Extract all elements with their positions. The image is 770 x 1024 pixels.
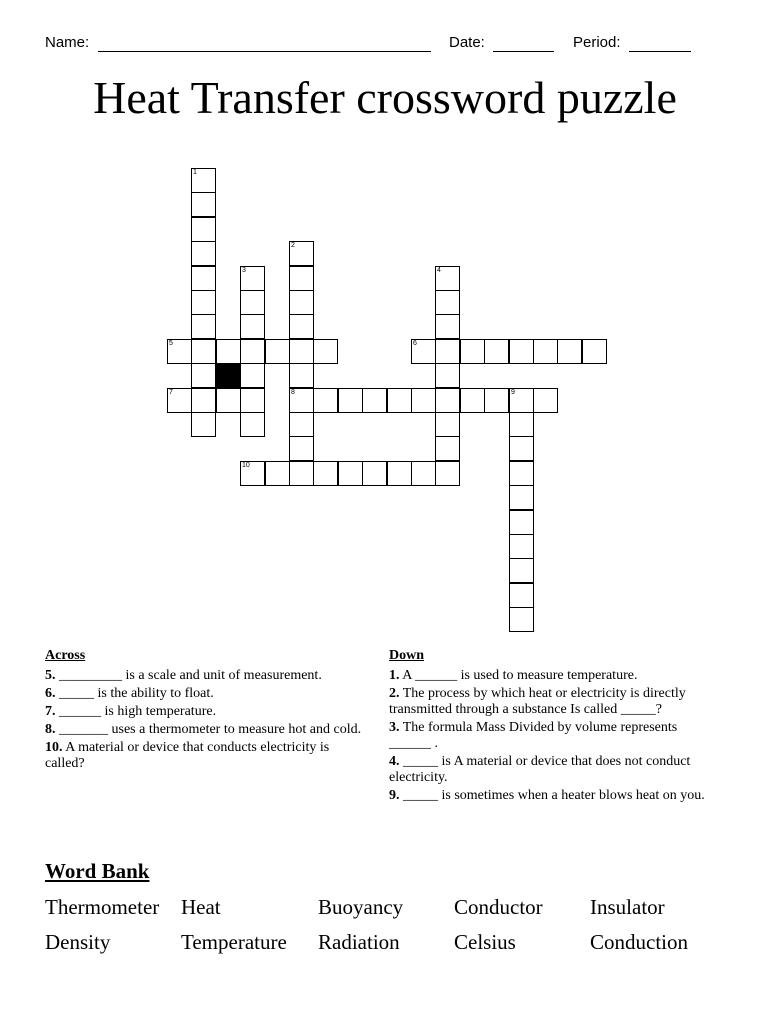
crossword-cell[interactable] xyxy=(313,339,338,364)
crossword-cell[interactable] xyxy=(191,388,216,413)
crossword-cell[interactable] xyxy=(240,339,265,364)
crossword-cell[interactable] xyxy=(509,388,534,413)
crossword-cell[interactable] xyxy=(289,339,314,364)
crossword-cell[interactable] xyxy=(240,290,265,315)
clue-item xyxy=(389,720,719,752)
clue-number: 9 xyxy=(511,389,515,396)
crossword-cell[interactable] xyxy=(435,461,460,486)
crossword-cell[interactable] xyxy=(435,436,460,461)
crossword-cell[interactable] xyxy=(509,510,534,535)
clue-number: 4 xyxy=(437,267,441,274)
crossword-cell[interactable] xyxy=(289,266,314,291)
crossword-cell[interactable] xyxy=(191,314,216,339)
crossword-cell[interactable] xyxy=(191,339,216,364)
clue-item xyxy=(45,704,365,720)
word-bank-word: Temperature xyxy=(181,930,287,954)
clue-number-label: 4. xyxy=(389,754,400,769)
crossword-cell[interactable] xyxy=(240,363,265,388)
crossword-cell[interactable] xyxy=(167,339,192,364)
crossword-cell[interactable] xyxy=(289,314,314,339)
clue-text: The formula Mass Divided by volume represents ______ . xyxy=(389,720,678,751)
clue-number-label: 10. xyxy=(45,740,63,755)
clue-text: A material or device that conducts electricity is called? xyxy=(45,740,330,771)
clue-number-label: 6. xyxy=(45,686,56,701)
crossword-cell[interactable] xyxy=(435,388,460,413)
clue-text: The process by which heat or electricity is directly transmitted through a substance Is called _____? xyxy=(389,686,686,717)
crossword-cell[interactable] xyxy=(289,461,314,486)
clue-text: ______ is high temperature. xyxy=(55,704,217,719)
crossword-cell[interactable] xyxy=(240,412,265,437)
clue-number: 7 xyxy=(169,389,173,396)
crossword-cell[interactable] xyxy=(509,607,534,632)
clue-number-label: 1. xyxy=(389,668,400,683)
crossword-cell[interactable] xyxy=(216,339,241,364)
black-cell xyxy=(216,363,241,388)
crossword-cell[interactable] xyxy=(460,339,485,364)
crossword-cell[interactable] xyxy=(313,461,338,486)
clue-text: _________ is a scale and unit of measurement. xyxy=(55,668,322,683)
crossword-cell[interactable] xyxy=(387,461,412,486)
crossword-cell[interactable] xyxy=(509,339,534,364)
crossword-cell[interactable] xyxy=(509,436,534,461)
crossword-cell[interactable] xyxy=(435,363,460,388)
clue-item xyxy=(389,686,719,718)
clue-number-label: 5. xyxy=(45,668,56,683)
word-bank-word: Thermometer xyxy=(45,895,160,919)
across-clues xyxy=(45,648,365,774)
word-bank-word: Buoyancy xyxy=(318,895,404,919)
clue-item xyxy=(45,686,365,702)
crossword-cell[interactable] xyxy=(533,388,558,413)
crossword-cell[interactable] xyxy=(265,461,290,486)
word-bank-title: Word Bank xyxy=(45,859,150,883)
name-label: Name: xyxy=(45,34,90,51)
down-heading: Down xyxy=(389,648,425,663)
clue-text: A ______ is used to measure temperature. xyxy=(399,668,638,683)
crossword-cell[interactable] xyxy=(191,363,216,388)
page-title: Heat Transfer crossword puzzle xyxy=(93,72,677,123)
crossword-cell[interactable] xyxy=(191,241,216,266)
crossword-cell[interactable] xyxy=(289,436,314,461)
period-label: Period: xyxy=(573,34,621,51)
crossword-cell[interactable] xyxy=(533,339,558,364)
clue-number-label: 9. xyxy=(389,788,400,803)
crossword-cell[interactable] xyxy=(435,266,460,291)
word-bank-word: Celsius xyxy=(454,930,516,954)
crossword-cell[interactable] xyxy=(191,192,216,217)
clue-number: 10 xyxy=(242,462,250,469)
crossword-cell[interactable] xyxy=(484,388,509,413)
crossword-cell[interactable] xyxy=(411,388,436,413)
clue-number-label: 8. xyxy=(45,722,56,737)
crossword-cell[interactable] xyxy=(191,168,216,193)
clue-number-label: 7. xyxy=(45,704,56,719)
crossword-cell[interactable] xyxy=(191,290,216,315)
crossword-cell[interactable] xyxy=(411,461,436,486)
clue-number: 3 xyxy=(242,267,246,274)
crossword-cell[interactable] xyxy=(191,266,216,291)
crossword-cell[interactable] xyxy=(289,290,314,315)
clue-item xyxy=(389,788,719,804)
clue-number-label: 3. xyxy=(389,720,400,735)
clue-item xyxy=(389,754,719,786)
clue-text: _____ is sometimes when a heater blows heat on you. xyxy=(399,788,705,803)
crossword-cell[interactable] xyxy=(484,339,509,364)
crossword-cell[interactable] xyxy=(240,314,265,339)
clue-number: 5 xyxy=(169,340,173,347)
clue-text: _____ is the ability to float. xyxy=(55,686,214,701)
crossword-cell[interactable] xyxy=(289,241,314,266)
clue-text: _______ uses a thermometer to measure hot and cold. xyxy=(55,722,362,737)
crossword-cell[interactable] xyxy=(216,388,241,413)
across-heading: Across xyxy=(45,648,86,663)
crossword-cell[interactable] xyxy=(435,290,460,315)
crossword-cell[interactable] xyxy=(509,583,534,608)
crossword-cell[interactable] xyxy=(509,485,534,510)
crossword-cell[interactable] xyxy=(313,388,338,413)
crossword-cell[interactable] xyxy=(240,388,265,413)
clue-text: _____ is A material or device that does not conduct electricity. xyxy=(389,754,691,785)
crossword-cell[interactable] xyxy=(387,388,412,413)
down-clues xyxy=(389,648,719,806)
word-bank-word: Radiation xyxy=(318,930,400,954)
crossword-cell[interactable] xyxy=(362,461,387,486)
crossword-cell[interactable] xyxy=(338,461,363,486)
clue-number-label: 2. xyxy=(389,686,400,701)
crossword-cell[interactable] xyxy=(167,388,192,413)
crossword-cell[interactable] xyxy=(289,363,314,388)
clue-item xyxy=(45,722,365,738)
clue-item xyxy=(45,668,365,684)
crossword-cell[interactable] xyxy=(435,314,460,339)
crossword-cell[interactable] xyxy=(338,388,363,413)
crossword-cell[interactable] xyxy=(460,388,485,413)
crossword-cell[interactable] xyxy=(411,339,436,364)
date-label: Date: xyxy=(449,34,485,51)
crossword-cell[interactable] xyxy=(509,461,534,486)
word-bank-word: Conductor xyxy=(454,895,543,919)
word-bank-word: Density xyxy=(45,930,111,954)
clue-number: 1 xyxy=(193,169,197,176)
crossword-cell[interactable] xyxy=(509,558,534,583)
crossword-cell[interactable] xyxy=(240,266,265,291)
crossword-cell[interactable] xyxy=(191,412,216,437)
crossword-cell[interactable] xyxy=(435,339,460,364)
crossword-cell[interactable] xyxy=(191,217,216,242)
crossword-cell[interactable] xyxy=(509,412,534,437)
word-bank-word: Insulator xyxy=(590,895,665,919)
crossword-cell[interactable] xyxy=(557,339,582,364)
crossword-cell[interactable] xyxy=(582,339,607,364)
crossword-cell[interactable] xyxy=(240,461,265,486)
crossword-cell[interactable] xyxy=(362,388,387,413)
crossword-cell[interactable] xyxy=(289,412,314,437)
clue-item xyxy=(45,740,365,772)
clue-number: 8 xyxy=(291,389,295,396)
word-bank-word: Conduction xyxy=(590,930,688,954)
clue-number: 2 xyxy=(291,242,295,249)
word-bank-word: Heat xyxy=(181,895,221,919)
clue-number: 6 xyxy=(413,340,417,347)
crossword-cell[interactable] xyxy=(289,388,314,413)
clue-item xyxy=(389,668,719,684)
crossword-cell[interactable] xyxy=(265,339,290,364)
crossword-cell[interactable] xyxy=(509,534,534,559)
crossword-cell[interactable] xyxy=(435,412,460,437)
